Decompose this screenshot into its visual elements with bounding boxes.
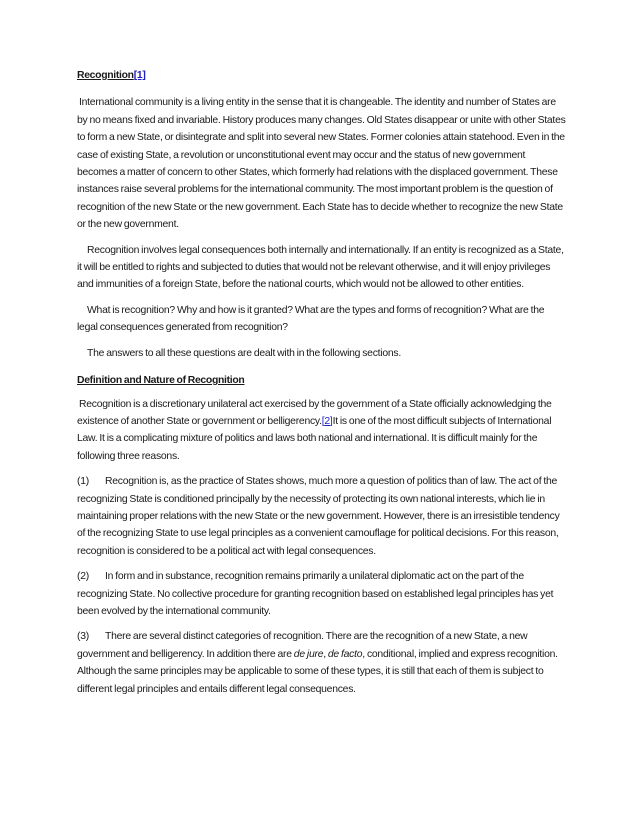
document-body xyxy=(77,67,567,698)
paragraph-intro: International community is a living entity in the sense that it is changeable. The identity and number of States are by no means fixed and invariable. History produces many changes. Old States disappear or unite with other States to form a new State, or disintegrate and split into several new States. Former colonies attain statehood. Even in the case of existing State, a revolution or unconstitutional event may occur and the status of new government becomes a matter of concern to other States, which formerly had relations with the displaced government. These instances raise several problems for the international community. The most important problem is the question of recognition of the new State or the new government. Each State has to decide whether to recognize the new State or the new government. xyxy=(77,97,566,231)
term-de-facto: de facto xyxy=(327,648,363,660)
paragraph-questions: What is recognition? Why and how is it granted? What are the types and forms of recognition? What are the legal consequences generated from recognition? xyxy=(77,304,545,334)
footnote-link-1[interactable]: [1] xyxy=(133,70,146,81)
definition-text-start: Recognition is a discretionary unilateral act exercised by the government of a State officially acknowledging the existence of another State or government or belligerency. xyxy=(77,398,552,427)
paragraph-legal-consequences: Recognition involves legal consequences both internally and internationally. If an entity is recognized as a State, it will be entitled to rights and subjected to duties that would not be relevant otherwise, and it will enjoy privileges and immunities of a foreign State, before the national courts, which would not be allowed to other entities. xyxy=(77,244,564,291)
term-separator: , xyxy=(323,648,328,660)
list-item-2-text: In form and in substance, recognition remains primarily a unilateral diplomatic act on the part of the recognizing State. No collective procedure for granting recognition based on established legal principles has yet been evolved by the international community. xyxy=(77,571,554,617)
list-item-3 xyxy=(77,628,567,698)
heading-text: Recognition xyxy=(77,70,134,81)
term-de-jure: de jure xyxy=(293,648,324,660)
paragraph-definition xyxy=(77,396,567,466)
list-item-1 xyxy=(77,473,567,560)
footnote-link-2[interactable]: [2] xyxy=(321,415,333,427)
paragraph-answers: The answers to all these questions are dealt with in the following sections. xyxy=(87,347,401,359)
list-number-3: (3) xyxy=(77,631,89,643)
section-heading-recognition xyxy=(77,67,567,84)
list-item-1-text: Recognition is, as the practice of States shows, much more a question of politics than of law. The act of the recognizing State is conditioned principally by the necessity of protecting its own national interests, which lie in maintaining proper relations with the new State or the new government. However, there is an irresistible tendency of the recognizing State to use legal principles as a convenient camouflage for political decisions. For this reason, recognition is considered to be a political act with legal consequences. xyxy=(77,476,560,557)
list-item-3-text-b: , conditional, implied and express recognition. Although the same principles may be applicable to some of these types, it is still that each of them is subject to different legal principles and entails different legal consequences. xyxy=(77,648,558,695)
list-item-2 xyxy=(77,568,567,620)
list-number-1: (1) xyxy=(77,476,89,488)
list-item-3-text-a: There are several distinct categories of recognition. There are the recognition of a new State, a new government and belligerency. In addition there are xyxy=(77,631,528,660)
definition-text-end: It is one of the most difficult subjects of International Law. It is a complicating mixture of politics and laws both national and international. It is difficult mainly for the following three reasons. xyxy=(77,415,552,462)
section-heading-definition: Definition and Nature of Recognition xyxy=(77,375,245,387)
list-number-2: (2) xyxy=(77,571,89,583)
